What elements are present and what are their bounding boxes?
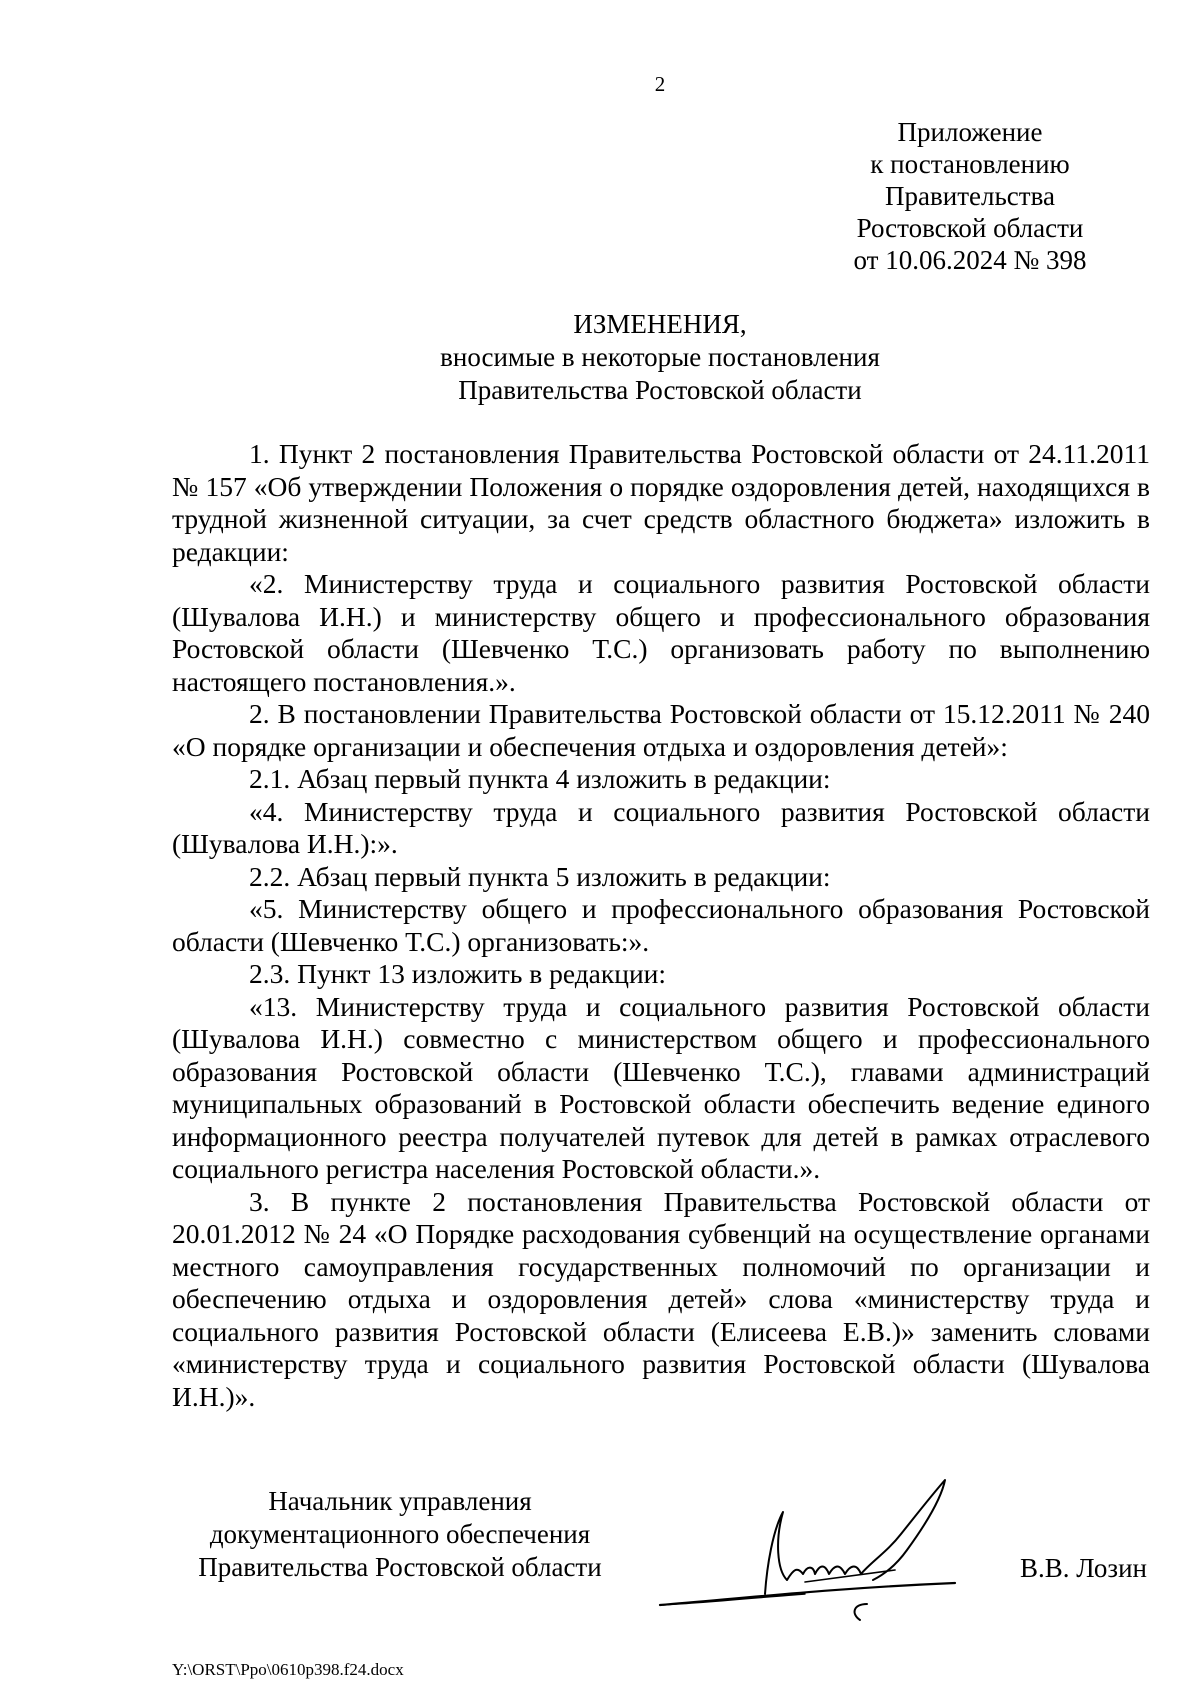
appendix-line: к постановлению <box>870 149 1070 179</box>
appendix-line: Приложение <box>897 117 1043 147</box>
paragraph: 2.1. Абзац первый пункта 4 изложить в редакции: <box>249 763 831 794</box>
document-subtitle: Правительства Ростовской области <box>458 375 862 405</box>
paragraph: 2. В постановлении Правительства Ростовской области от 15.12.2011 № 240 «О порядке организации и обеспечения отдыха и оздоровления детей»: <box>172 698 1150 762</box>
appendix-date-number: от 10.06.2024 № 398 <box>853 245 1087 275</box>
paragraph: 2.3. Пункт 13 изложить в редакции: <box>249 958 667 989</box>
signatory-title-block <box>170 1485 630 1584</box>
paragraph: «5. Министерству общего и профессионального образования Ростовской области (Шевченко Т.С.) организовать:». <box>172 893 1150 957</box>
document-subtitle: вносимые в некоторые постановления <box>440 342 880 372</box>
page-number: 2 <box>654 72 666 96</box>
paragraph: «2. Министерству труда и социального развития Ростовской области (Шувалова И.Н.) и министерству общего и профессионального образования Ростовской области (Шевченко Т.С.) организовать работу по выполнению настоящего постановления.». <box>172 568 1150 697</box>
paragraph: «13. Министерству труда и социального развития Ростовской области (Шувалова И.Н.) совместно с министерством общего и профессионального образования Ростовской области (Шевченко Т.С.), главами администраций муниципальных образований в Ростовской области обеспечить ведение единого информационного реестра получателей путевок для детей в рамках отраслевого социального регистра населения Ростовской области.». <box>172 990 1150 1184</box>
paragraph: «4. Министерству труда и социального развития Ростовской области (Шувалова И.Н.):». <box>172 795 1150 859</box>
signatory-title-line: Начальник управления <box>268 1486 532 1516</box>
document-heading <box>170 308 1150 407</box>
file-path: Y:\ORST\Ppo\0610p398.f24.docx <box>172 1660 404 1679</box>
document-body <box>172 438 1150 1413</box>
signatory-title-line: Правительства Ростовской области <box>198 1552 602 1582</box>
appendix-line: Правительства <box>885 181 1055 211</box>
signatory-title-line: документационного обеспечения <box>209 1519 591 1549</box>
paragraph: 3. В пункте 2 постановления Правительства Ростовской области от 20.01.2012 № 24 «О Порядке расходования субвенций на осуществление органами местного самоуправления государственных полномочий по организации и обеспечению отдыха и оздоровления детей» слова «министерству труда и социального развития Ростовской области (Елисеева Е.В.)» заменить словами «министерству труда и социального развития Ростовской области (Шувалова И.Н.)». <box>172 1185 1150 1412</box>
paragraph: 2.2. Абзац первый пункта 5 изложить в редакции: <box>249 860 831 892</box>
appendix-line: Ростовской области <box>856 213 1084 243</box>
appendix-block <box>800 116 1140 276</box>
signer-name: В.В. Лозин <box>1020 1553 1147 1583</box>
handwritten-signature <box>655 1470 985 1625</box>
document-title: ИЗМЕНЕНИЯ, <box>573 309 747 339</box>
paragraph: 1. Пункт 2 постановления Правительства Ростовской области от 24.11.2011 № 157 «Об утверждении Положения о порядке оздоровления детей, находящихся в трудной жизненной ситуации, за счет средств областного бюджета» изложить в редакции: <box>172 438 1150 567</box>
